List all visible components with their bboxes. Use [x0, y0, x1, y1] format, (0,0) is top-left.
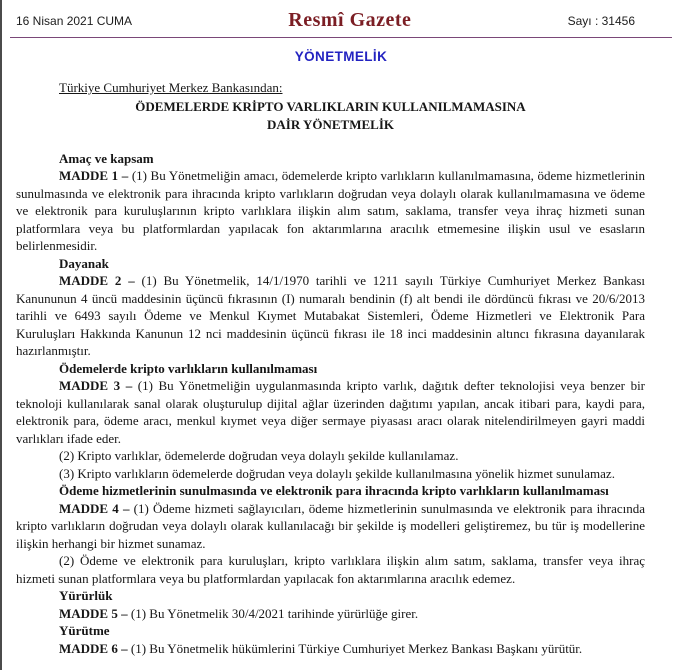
article-text: (3) Kripto varlıkların ödemelerde doğrudan veya dolaylı şekilde kullanılmasına yönelik hizmet sunulamaz. — [59, 465, 615, 481]
section-heading: Ödeme hizmetlerinin sunulmasında ve elektronik para ihracında kripto varlıkların kullanılmaması — [59, 483, 609, 498]
article-text: (2) Ödeme ve elektronik para kuruluşları, kripto varlıklara ilişkin alım satım, saklama, transfer veya ihraç hizmeti sunan platformlara veya bu platformlardan yapılacak fon aktarımlarına aracılık edemez. — [16, 553, 645, 586]
regulation-sections — [16, 150, 645, 658]
article-paragraph — [16, 465, 645, 483]
article-paragraph — [16, 640, 645, 658]
gazette-title: Resmî Gazete — [288, 9, 412, 31]
regulation-document — [16, 79, 645, 657]
section-banner: YÖNETMELİK — [294, 49, 388, 64]
gazette-header — [2, 0, 680, 32]
article-text: (1) Bu Yönetmelik 30/4/2021 tarihinde yürürlüğe girer. — [127, 605, 419, 621]
article-text: (1) Ödeme hizmeti sağlayıcıları, ödeme hizmetlerinin sunulmasında ve elektronik para ihracında kripto varlıkların doğrudan veya dolaylı olarak kullanılacağı bir şekilde iş modelleri geliştiremez, bu tür iş modellerine ilişkin herhangi bir hizmet sunamaz. — [16, 500, 646, 551]
article-label: MADDE 3 – — [59, 378, 133, 393]
section-heading: Ödemelerde kripto varlıkların kullanılmaması — [59, 360, 318, 376]
publication-date: 16 Nisan 2021 CUMA — [16, 13, 133, 28]
article-text: (1) Bu Yönetmeliğin uygulanmasında kripto varlık, dağıtık defter teknolojisi veya benzer bir teknoloji kullanılarak sanal olarak oluşturulup dijital ağlar üzerinden dağıtımı yapılan, ancak itibari para, kaydi para, elektronik para, ödeme aracı, menkul kıymet veya diğer sermaye piyasası aracı olarak nitelendirilmeyen gayri maddi varlıkları ifade eder. — [16, 378, 646, 446]
header-divider — [10, 37, 672, 38]
article-label: MADDE 2 – — [59, 273, 135, 288]
section-heading: Dayanak — [59, 255, 109, 271]
section-heading: Yürürlük — [59, 588, 113, 603]
article-text: (1) Bu Yönetmelik, 14/1/1970 tarihli ve 1211 sayılı Türkiye Cumhuriyet Merkez Bankası Kanununun 4 üncü maddesinin üçüncü fıkrasının (I) numaralı bendinin (f) alt bendi ile dördüncü fıkrası ve 20/6/2013 tarihli ve 6493 sayılı Ödeme ve Menkul Kıymet Mutabakat Sistemleri, Ödeme Hizmetleri ve Elektronik Para Kuruluşları Hakkında Kanunun 12 nci maddesinin üçüncü fıkrası ile 18 inci maddesinin altıncı fıkrasına dayanılarak hazırlanmıştır. — [16, 273, 646, 358]
article-paragraph — [16, 447, 645, 465]
article-paragraph — [16, 167, 645, 255]
issuer-line — [16, 79, 645, 97]
article-text: (2) Kripto varlıklar, ödemelerde doğrudan veya dolaylı şekilde kullanılamaz. — [59, 448, 459, 463]
regulation-title-line1: ÖDEMELERDE KRİPTO VARLIKLARIN KULLANILMAMASINA — [135, 98, 526, 114]
issue-number: Sayı : 31456 — [567, 13, 635, 28]
section-heading: Yürütme — [59, 623, 110, 638]
article-paragraph — [16, 272, 645, 360]
article-label: MADDE 1 – — [59, 168, 129, 183]
section-heading: Amaç ve kapsam — [59, 150, 154, 166]
section-odeme-hizmetleri — [16, 482, 645, 587]
article-paragraph — [16, 552, 645, 587]
article-label: MADDE 4 – — [59, 500, 130, 516]
article-paragraph — [16, 605, 645, 623]
article-text: (1) Bu Yönetmelik hükümlerini Türkiye Cumhuriyet Merkez Bankası Başkanı yürütür. — [127, 640, 583, 656]
regulation-title-line2: DAİR YÖNETMELİK — [266, 117, 394, 132]
issuer-name: Türkiye Cumhuriyet Merkez Bankasından: — [59, 80, 283, 95]
section-amac-ve-kapsam — [16, 150, 645, 255]
article-text: (1) Bu Yönetmeliğin amacı, ödemelerde kripto varlıkların kullanılmamasına, ödeme hizmetlerinin sunulmasında ve elektronik para ihracında kripto varlıkların doğrudan veya dolaylı olarak kullanılmamasına ve ödeme ve elektronik para kuruluşlarının kripto varlıklara ilişkin alım satım, saklama, transfer veya ihraç hizmeti sunan platformlara veya bu platformlardan yapılacak fon aktarımlarına aracılık etmemesine ilişkin usul ve esasların belirlenmesidir. — [16, 168, 645, 253]
section-dayanak — [16, 255, 645, 360]
article-label: MADDE 6 – — [59, 640, 128, 656]
article-paragraph — [16, 500, 645, 553]
article-label: MADDE 5 – — [59, 605, 128, 621]
section-yururluk — [16, 587, 645, 622]
section-yurutme — [16, 622, 645, 657]
section-odemelerde-kripto — [16, 360, 645, 483]
article-paragraph — [16, 377, 645, 447]
